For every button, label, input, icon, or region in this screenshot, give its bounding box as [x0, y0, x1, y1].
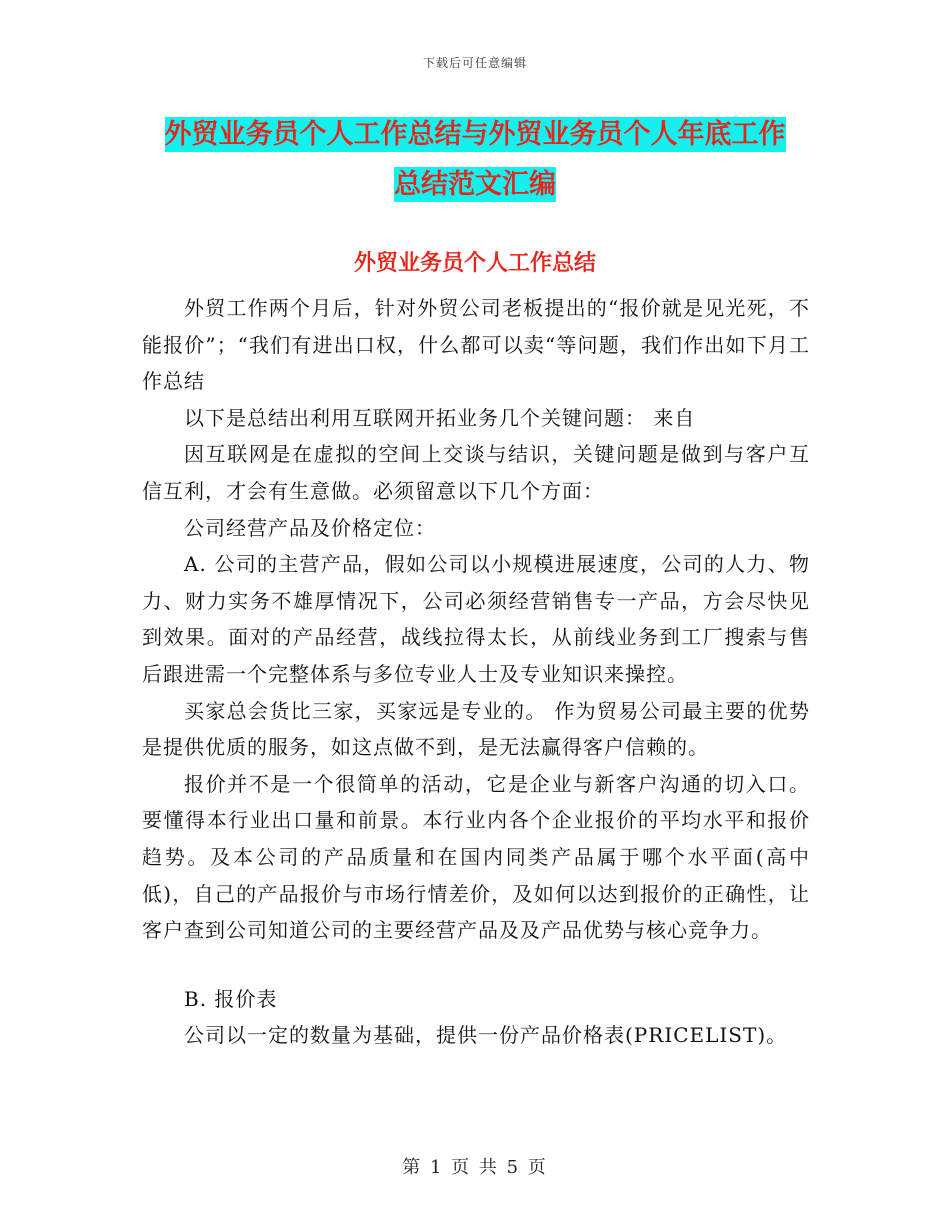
- paragraph: A. 公司的主营产品，假如公司以小规模进展速度，公司的人力、物力、财力实务不雄厚情况下，公司必须经营销售专一产品，方会尽快见到效果。面对的产品经营，战线拉得太长，从前线业务到工厂搜索与售后跟进需一个完整体系与多位专业人士及专业知识来操控。: [142, 552, 810, 686]
- paragraph: 外贸工作两个月后，针对外贸公司老板提出的“报价就是见光死，不能报价”；“我们有进出口权，什么都可以卖“等问题，我们作出如下月工作总结: [142, 296, 810, 394]
- header-note: 下载后可任意编辑: [422, 56, 527, 70]
- paragraph: 公司以一定的数量为基础，提供一份产品价格表(PRICELIST)。: [184, 1023, 788, 1048]
- page-number-footer: 第 1 页 共 5 页: [402, 1157, 548, 1178]
- paragraph: 报价并不是一个很简单的活动，它是企业与新客户沟通的切入口。要懂得本行业出口量和前景。本行业内各个企业报价的平均水平和报价趋势。及本公司的产品质量和在国内同类产品属于哪个水平面(高中低)，自己的产品报价与市场行情差价，及如何以达到报价的正确性，让客户查到公司知道公司的主要经营产品及及产品优势与核心竞争力。: [142, 771, 810, 943]
- section-title: 外贸业务员个人工作总结: [353, 251, 596, 276]
- document-body: [142, 290, 810, 1054]
- paragraph: 因互联网是在虚拟的空间上交谈与结识，关键问题是做到与客户互信互利，才会有生意做。必须留意以下几个方面：: [142, 442, 810, 503]
- paragraph: 买家总会货比三家，买家远是专业的。 作为贸易公司最主要的优势是提供优质的服务，如这点做不到，是无法赢得客户信赖的。: [142, 698, 810, 760]
- paragraph: 以下是总结出利用互联网开拓业务几个关键问题： 来自: [184, 405, 696, 430]
- document-title: [140, 110, 810, 210]
- title-line-1: 外贸业务员个人工作总结与外贸业务员个人年底工作: [164, 119, 786, 150]
- title-line-2: 总结范文汇编: [394, 169, 556, 200]
- paragraph: 公司经营产品及价格定位：: [184, 515, 436, 540]
- subheading-b: B. 报价表: [184, 986, 278, 1011]
